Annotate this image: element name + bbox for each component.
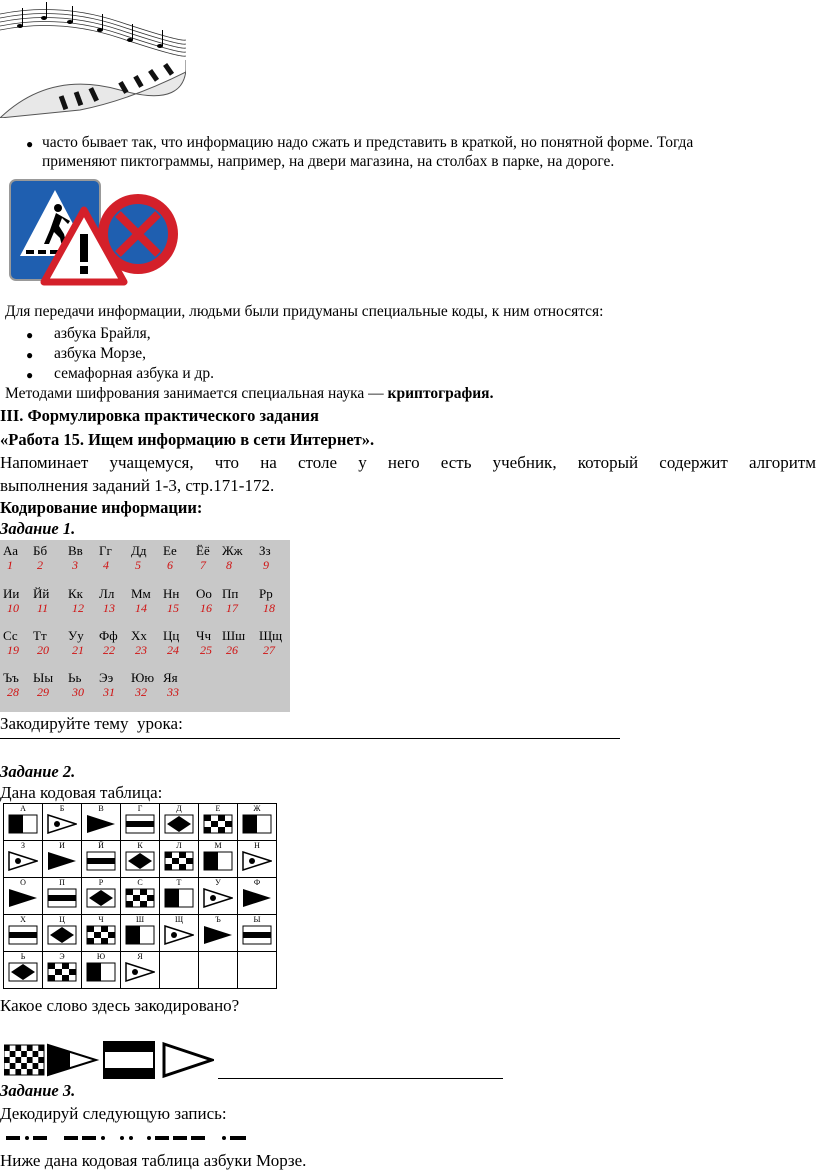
alphabet-letter: Гг (99, 543, 112, 558)
alphabet-cell (259, 543, 271, 573)
signal-flag-icon (125, 925, 155, 945)
alphabet-number: 17 (226, 601, 238, 615)
alphabet-number: 26 (226, 643, 238, 657)
flag-letter: Х (20, 915, 26, 924)
flag-cell (82, 841, 121, 878)
alphabet-letter: Тт (33, 628, 47, 643)
alphabet-number: 4 (103, 558, 109, 572)
alphabet-cell (163, 670, 179, 700)
alphabet-cell (99, 543, 112, 573)
alphabet-cell (33, 586, 49, 616)
crypto-line (5, 385, 493, 403)
alphabet-cell (3, 670, 19, 700)
flag-cell (4, 841, 43, 878)
alphabet-code-grid (0, 540, 290, 712)
reminder-line2: выполнения заданий 1-3, стр.171-172. (0, 476, 275, 495)
alphabet-cell (259, 628, 282, 658)
signal-flag-icon (203, 814, 233, 834)
alphabet-number: 21 (72, 643, 84, 657)
task1-title: Задание 1. (0, 519, 76, 538)
signal-flag-icon (47, 814, 77, 834)
alphabet-number: 29 (37, 685, 49, 699)
alphabet-letter: Сс (3, 628, 18, 643)
alphabet-letter: Юю (131, 670, 155, 685)
alphabet-number: 24 (167, 643, 179, 657)
flag-cell (199, 878, 238, 915)
flag-cell (43, 915, 82, 952)
alphabet-letter: Цц (163, 628, 180, 643)
flag-letter: Э (59, 952, 65, 961)
reminder-line1: Напоминает учащемуся, что на столе у него есть учебник, который содержит алгоритм (0, 453, 816, 472)
flag-checkered (4, 1045, 44, 1075)
alphabet-cell (259, 586, 275, 616)
flag-letter: Т (176, 878, 182, 887)
alphabet-cell (3, 586, 19, 616)
flag-cell (160, 841, 199, 878)
alphabet-letter: Уу (68, 628, 84, 643)
alphabet-letter: Жж (222, 543, 243, 558)
flag-letter: Ж (253, 804, 261, 813)
flag-cell (121, 841, 160, 878)
alphabet-number: 13 (103, 601, 115, 615)
alphabet-letter: Щщ (259, 628, 283, 643)
flag-letter: Р (98, 878, 104, 887)
alphabet-cell (222, 543, 243, 573)
flag-letter: Я (137, 952, 143, 961)
flag-cell (160, 915, 199, 952)
signal-flag-icon (86, 851, 116, 871)
crypto-word: криптография. (387, 385, 494, 402)
signal-flag-icon (242, 851, 272, 871)
answer-line[interactable] (0, 738, 620, 739)
flag-letter: Е (215, 804, 221, 813)
alphabet-cell (163, 586, 179, 616)
alphabet-letter: Йй (33, 586, 50, 601)
flag-row (4, 804, 277, 841)
signal-flag-icon (125, 814, 155, 834)
signal-flag-icon (47, 962, 77, 982)
signal-flag-icon (125, 962, 155, 982)
signal-flag-icon (8, 962, 38, 982)
morse-table-note: Ниже дана кодовая таблица азбуки Морзе. (0, 1151, 307, 1170)
alphabet-number: 18 (263, 601, 275, 615)
alphabet-cell (222, 628, 245, 658)
alphabet-cell (3, 628, 19, 658)
flag-cell (238, 952, 277, 989)
flag-cell (238, 915, 277, 952)
encode-prompt: Закодируйте тему урока: (0, 714, 183, 733)
flag-cell (82, 804, 121, 841)
flag-letter: Б (59, 804, 65, 813)
flag-letter: У (215, 878, 221, 887)
alphabet-number: 15 (167, 601, 179, 615)
codes-intro: Для передачи информации, людьми были придуманы специальные коды, к ним относятся: (5, 303, 604, 320)
alphabet-cell (131, 543, 146, 573)
flag-row (4, 878, 277, 915)
alphabet-letter: Пп (222, 586, 239, 601)
alphabet-number: 7 (200, 558, 206, 572)
signal-flag-icon (125, 851, 155, 871)
flag-letter: Д (176, 804, 182, 813)
alphabet-number: 23 (135, 643, 147, 657)
flag-letter: Ь (20, 952, 26, 961)
flag-letter: Н (254, 841, 260, 850)
flag-cell (4, 878, 43, 915)
alphabet-cell (68, 670, 84, 700)
alphabet-cell (131, 586, 151, 616)
flag-letter: Ш (135, 915, 145, 924)
flag-cell (43, 952, 82, 989)
signal-flag-icon (86, 814, 116, 834)
alphabet-letter: Ьь (68, 670, 82, 685)
flag-row (4, 841, 277, 878)
code-table-label: Дана кодовая таблица: (0, 783, 163, 802)
signal-flag-icon (164, 888, 194, 908)
flag-letter: А (20, 804, 26, 813)
flag-cell (160, 878, 199, 915)
flag-pennant-empty (164, 1044, 212, 1076)
alphabet-letter: Яя (163, 670, 178, 685)
signal-flag-icon (203, 925, 233, 945)
alphabet-number: 1 (7, 558, 13, 572)
alphabet-number: 5 (135, 558, 141, 572)
alphabet-letter: Мм (131, 586, 151, 601)
signal-flag-icon (203, 851, 233, 871)
alphabet-number: 31 (103, 685, 115, 699)
flag-cell (160, 804, 199, 841)
signal-flag-icon (242, 814, 272, 834)
flag-letter: Г (137, 804, 143, 813)
alphabet-number: 30 (72, 685, 84, 699)
signal-flag-icon (164, 925, 194, 945)
morse-record (0, 1130, 270, 1146)
alphabet-number: 6 (167, 558, 173, 572)
alphabet-letter: Фф (99, 628, 118, 643)
alphabet-number: 9 (263, 558, 269, 572)
alphabet-letter: Ее (163, 543, 177, 558)
alphabet-number: 11 (37, 601, 49, 615)
alphabet-cell (222, 586, 238, 616)
signal-flag-icon (242, 925, 272, 945)
code-item-semaphore: семафорная азбука и др. (54, 365, 215, 382)
flag-cell (121, 804, 160, 841)
bullet: ● (26, 137, 34, 151)
flag-letter: Л (176, 841, 182, 850)
flag-three-stripes (104, 1042, 154, 1078)
signal-flag-icon (203, 888, 233, 908)
alphabet-number: 28 (7, 685, 19, 699)
flag-cell (121, 952, 160, 989)
flag-letter: И (59, 841, 65, 850)
flag-cell (82, 915, 121, 952)
flag-row (4, 915, 277, 952)
alphabet-number: 14 (135, 601, 147, 615)
alphabet-cell (99, 670, 115, 700)
alphabet-letter: Ээ (99, 670, 114, 685)
alphabet-letter: Лл (99, 586, 115, 601)
signal-flag-icon (8, 925, 38, 945)
flag-cell (43, 804, 82, 841)
flag-row (4, 952, 277, 989)
signal-flag-icon (47, 888, 77, 908)
alphabet-letter: Дд (131, 543, 147, 558)
flag-letter: Ъ (215, 915, 221, 924)
flag-cell (82, 878, 121, 915)
flag-letter: Ц (59, 915, 65, 924)
flag-letter: Ю (96, 952, 106, 961)
alphabet-letter: Хх (131, 628, 147, 643)
signal-flag-icon (86, 888, 116, 908)
flag-cell (121, 915, 160, 952)
alphabet-cell (163, 628, 179, 658)
alphabet-cell (33, 670, 53, 700)
flag-cell (160, 952, 199, 989)
flag-cell (199, 952, 238, 989)
alphabet-number: 19 (7, 643, 19, 657)
code-item-braille: азбука Брайля, (54, 325, 151, 342)
alphabet-number: 2 (37, 558, 43, 572)
signal-flag-icon (8, 888, 38, 908)
alphabet-cell (3, 543, 18, 573)
flag-letter: Ф (253, 878, 261, 887)
alphabet-letter: Шш (222, 628, 246, 643)
flag-cell (199, 804, 238, 841)
signal-flag-icon (8, 851, 38, 871)
flag-code-table (3, 803, 277, 989)
signal-flag-icon (242, 888, 272, 908)
bullet: ● (26, 368, 34, 382)
section-title: III. Формулировка практического задания (0, 406, 319, 425)
alphabet-cell (33, 628, 49, 658)
flag-cell (199, 841, 238, 878)
question2: Какое слово здесь закодировано? (0, 996, 240, 1015)
alphabet-cell (196, 543, 210, 573)
flag-cell (4, 915, 43, 952)
flag-cell (238, 878, 277, 915)
alphabet-cell (33, 543, 47, 573)
alphabet-letter: Ыы (33, 670, 54, 685)
flag-cell (238, 804, 277, 841)
alphabet-cell (131, 670, 154, 700)
flag-letter: П (59, 878, 65, 887)
alphabet-letter: Бб (33, 543, 48, 558)
alphabet-cell (68, 543, 83, 573)
pictogram-paragraph-line2: применяют пиктограммы, например, на двери магазина, на столбах в парке, на дороге. (42, 153, 615, 170)
alphabet-letter: Ъъ (3, 670, 19, 685)
flag-letter: Й (98, 841, 104, 850)
alphabet-letter: Зз (259, 543, 271, 558)
alphabet-cell (68, 586, 84, 616)
flag-cell (43, 878, 82, 915)
flag-cell (43, 841, 82, 878)
flag-letter: З (20, 841, 25, 850)
alphabet-number: 16 (200, 601, 212, 615)
signal-flag-icon (86, 925, 116, 945)
flag-letter: В (98, 804, 104, 813)
flag-letter: Щ (174, 915, 184, 924)
alphabet-number: 20 (37, 643, 49, 657)
signal-flag-icon (164, 814, 194, 834)
alphabet-letter: Аа (3, 543, 18, 558)
crypto-text: Методами шифрования занимается специальная наука — (5, 385, 384, 402)
alphabet-number: 25 (200, 643, 212, 657)
flag-cell (238, 841, 277, 878)
alphabet-number: 3 (72, 558, 78, 572)
signal-flag-icon (47, 851, 77, 871)
flag-letter: М (214, 841, 222, 850)
encoded-word-flags (4, 1040, 214, 1080)
music-keyboard-illustration (0, 0, 186, 118)
flag-letter: О (20, 878, 26, 887)
flag-cell (4, 804, 43, 841)
task3-title: Задание 3. (0, 1081, 76, 1100)
flag-letter: Ы (253, 915, 261, 924)
alphabet-number: 27 (263, 643, 275, 657)
signal-flag-icon (8, 814, 38, 834)
pictogram-paragraph-line1: часто бывает так, что информацию надо сжать и представить в краткой, но понятной форме. Тогда (42, 134, 694, 151)
alphabet-letter: Ии (3, 586, 20, 601)
signal-flag-icon (164, 851, 194, 871)
alphabet-letter: Чч (196, 628, 211, 643)
alphabet-cell (196, 628, 212, 658)
flag-cell (82, 952, 121, 989)
decode-prompt: Декодируй следующую запись: (0, 1104, 227, 1123)
bullet: ● (26, 328, 34, 342)
flag-letter: Ч (98, 915, 104, 924)
alphabet-letter: Кк (68, 586, 83, 601)
alphabet-number: 33 (167, 685, 179, 699)
road-signs-image (6, 176, 182, 290)
signal-flag-icon (125, 888, 155, 908)
alphabet-number: 12 (72, 601, 84, 615)
alphabet-number: 22 (103, 643, 115, 657)
alphabet-number: 8 (226, 558, 232, 572)
alphabet-letter: Оо (196, 586, 212, 601)
flag-pennant-half (48, 1045, 96, 1075)
alphabet-number: 32 (135, 685, 147, 699)
bullet: ● (26, 348, 34, 362)
flag-letter: С (137, 878, 143, 887)
alphabet-cell (99, 628, 118, 658)
alphabet-letter: Вв (68, 543, 83, 558)
signal-flag-icon (86, 962, 116, 982)
flag-letter: К (137, 841, 143, 850)
flag-cell (4, 952, 43, 989)
flag-cell (121, 878, 160, 915)
code-item-morse: азбука Морзе, (54, 345, 147, 362)
answer-line-2[interactable] (218, 1078, 503, 1079)
signal-flag-icon (47, 925, 77, 945)
alphabet-cell (163, 543, 177, 573)
alphabet-number: 10 (7, 601, 19, 615)
flag-cell (199, 915, 238, 952)
alphabet-letter: Рр (259, 586, 273, 601)
alphabet-cell (196, 586, 212, 616)
task2-title: Задание 2. (0, 762, 76, 781)
alphabet-letter: Ёё (196, 543, 210, 558)
work-title: «Работа 15. Ищем информацию в сети Интернет». (0, 430, 375, 449)
alphabet-cell (131, 628, 147, 658)
alphabet-cell (68, 628, 84, 658)
alphabet-letter: Нн (163, 586, 180, 601)
coding-title: Кодирование информации: (0, 498, 203, 517)
alphabet-cell (99, 586, 115, 616)
